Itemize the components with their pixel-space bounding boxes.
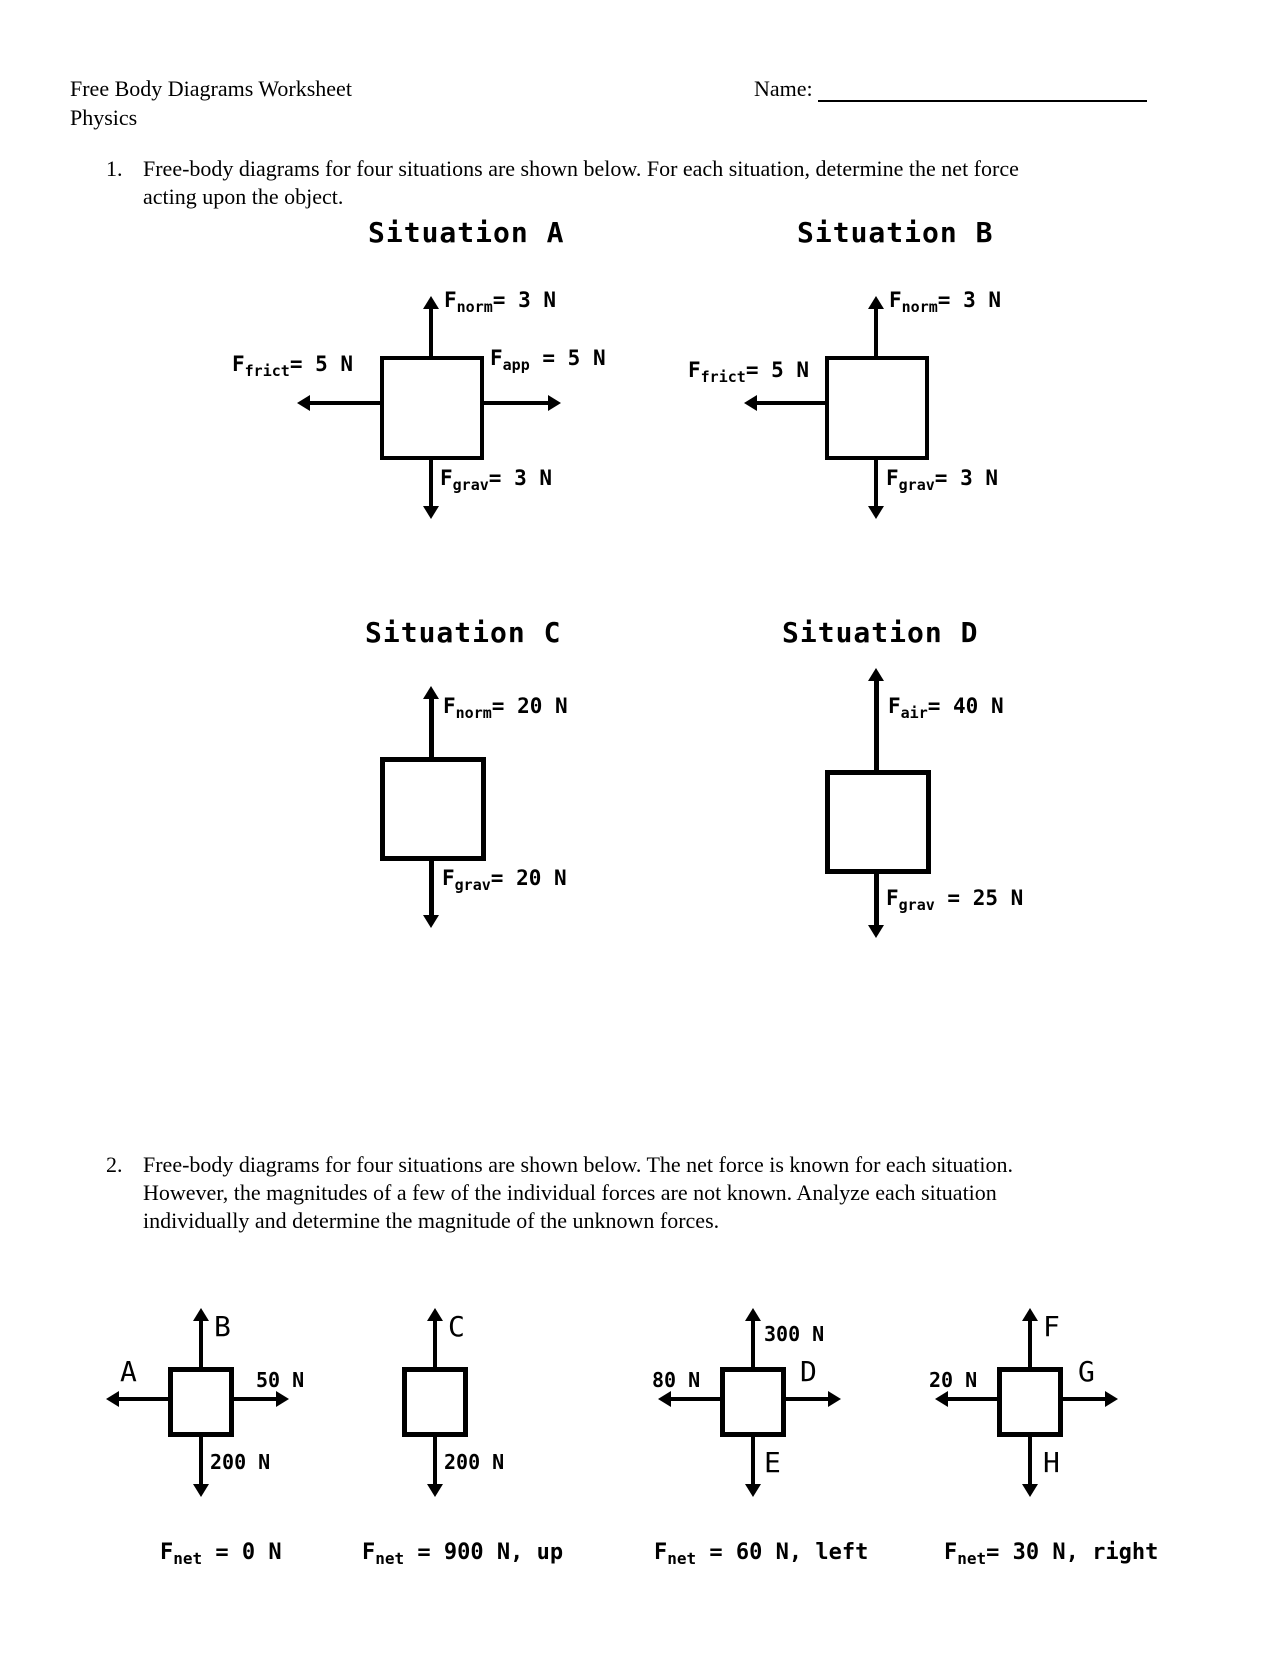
force-subscript: grav [454,875,491,894]
arrow-head [868,506,884,519]
force-value: = 0 N [202,1540,282,1565]
q2-diagram2-fnet-label [362,1540,564,1569]
force-subscript: norm [901,297,938,316]
force-value: = 3 N [492,288,556,312]
situation-a-title: Situation A [368,216,565,249]
situation-a-force-up-label [444,288,556,316]
arrow-head [744,395,757,411]
arrow-shaft [756,401,825,405]
force-value: = 3 N [937,288,1001,312]
force-symbol: F [944,1540,958,1565]
force-value: = 40 N [927,694,1004,718]
q2-diagram4-fnet-label [944,1540,1159,1569]
arrow-shaft [874,460,878,506]
name-blank-line [818,79,1147,102]
situation-d-title: Situation D [782,616,979,649]
q2-diagram1-up-label: B [214,1310,231,1343]
q2-diagram3-right-label: D [800,1355,817,1388]
situation-a-force-down-label [440,466,552,494]
force-subscript: frict [700,367,746,386]
force-subscript: app [502,355,530,374]
force-value: = 5 N [529,346,606,370]
q2-diagram4-down-label: H [1043,1446,1060,1479]
document-subtitle: Physics [70,105,138,130]
arrow-head [423,506,439,519]
arrow-shaft [309,401,380,405]
situation-b-force-down-label [886,466,998,494]
arrow-shaft [874,308,878,356]
arrow-head [297,395,310,411]
force-subscript: net [375,1549,405,1569]
force-symbol: F [654,1540,668,1565]
force-symbol: F [490,346,503,370]
force-symbol: F [443,694,456,718]
arrow-shaft [484,401,548,405]
force-subscript: norm [456,297,493,316]
arrow-head [828,1391,841,1407]
arrow-shaft [1028,1437,1032,1484]
arrow-head [423,915,439,928]
document-title: Free Body Diagrams Worksheet [70,76,352,101]
situation-b-box [825,356,929,460]
force-symbol: F [160,1540,174,1565]
force-value: = 60 N, left [696,1540,869,1565]
situation-d-force-down-label [886,886,1024,914]
force-value: = 20 N [491,694,568,718]
force-symbol: F [362,1540,376,1565]
arrow-shaft [429,460,433,506]
force-value: = 900 N, up [404,1540,564,1565]
q2-diagram1-right-label: 50 N [256,1368,305,1392]
situation-d-force-up-label [888,694,1004,722]
q1-text-line1: Free-body diagrams for four situations are shown below. For each situation, determine the net force [143,156,1019,181]
situation-c-force-down-label [442,866,567,894]
situation-b-force-left-label [688,358,810,386]
arrow-shaft [1028,1320,1032,1367]
arrow-head [1022,1308,1038,1321]
arrow-shaft [234,1397,276,1401]
situation-d-box [825,770,931,874]
q2-diagram4-up-label: F [1043,1310,1060,1343]
situation-c-force-up-label [443,694,568,722]
force-subscript: air [900,703,928,722]
arrow-shaft [199,1437,203,1484]
situation-c-box [380,757,486,861]
q2-diagram3-left-label: 80 N [652,1368,701,1392]
arrow-shaft [786,1397,828,1401]
arrow-shaft [199,1320,203,1367]
force-symbol: F [888,694,901,718]
arrow-head [427,1308,443,1321]
arrow-shaft [946,1397,997,1401]
situation-b-force-up-label [889,288,1001,316]
arrow-shaft [669,1397,720,1401]
q2-diagram2-box [402,1367,468,1437]
force-subscript: grav [452,475,489,494]
force-value: = 5 N [289,352,354,376]
force-symbol: F [886,466,899,490]
arrow-shaft [433,1437,437,1484]
q2-diagram1-left-label: A [120,1355,137,1388]
arrow-head [868,668,884,681]
force-symbol: F [886,886,899,910]
arrow-head [193,1484,209,1497]
q2-diagram1-box [168,1367,234,1437]
arrow-shaft [874,874,879,925]
q2-diagram3-box [720,1367,786,1437]
q1-text-line2: acting upon the object. [143,184,344,209]
q2-diagram2-up-label: C [448,1310,465,1343]
arrow-shaft [429,698,434,757]
arrow-head [935,1391,948,1407]
force-subscript: frict [244,361,290,380]
force-value: = 20 N [490,866,567,890]
force-value: = 3 N [488,466,552,490]
arrow-head [427,1484,443,1497]
force-subscript: grav [898,475,935,494]
q2-diagram3-fnet-label [654,1540,869,1569]
force-value: = 25 N [934,886,1024,910]
force-symbol: F [232,352,245,376]
q2-text-line2: However, the magnitudes of a few of the individual forces are not known. Analyze each situation [143,1180,997,1205]
situation-c-title: Situation C [365,616,562,649]
arrow-shaft [117,1397,168,1401]
situation-b-title: Situation B [797,216,994,249]
arrow-shaft [751,1320,755,1367]
arrow-shaft [429,861,434,915]
q2-text-line3: individually and determine the magnitude of the unknown forces. [143,1208,720,1233]
situation-a-box [380,356,484,460]
q2-diagram1-down-label: 200 N [210,1450,271,1474]
arrow-head [276,1391,289,1407]
arrow-shaft [751,1437,755,1484]
arrow-head [106,1391,119,1407]
force-symbol: F [444,288,457,312]
q1-number: 1. [106,156,123,181]
arrow-shaft [429,308,433,356]
q2-diagram3-up-label: 300 N [764,1322,825,1346]
arrow-head [1105,1391,1118,1407]
arrow-shaft [1063,1397,1105,1401]
arrow-shaft [433,1320,437,1367]
q2-text-line1: Free-body diagrams for four situations are shown below. The net force is known for each situation. [143,1152,1013,1177]
force-value: = 30 N, right [986,1540,1159,1565]
arrow-head [193,1308,209,1321]
force-symbol: F [688,358,701,382]
force-value: = 3 N [934,466,998,490]
force-value: = 5 N [745,358,810,382]
arrow-head [745,1308,761,1321]
arrow-head [548,395,561,411]
force-subscript: net [957,1549,987,1569]
situation-a-force-left-label [232,352,354,380]
q2-number: 2. [106,1152,123,1177]
q2-diagram4-right-label: G [1078,1355,1095,1388]
q2-diagram4-box [997,1367,1063,1437]
arrow-head [423,686,439,699]
arrow-shaft [874,680,879,770]
q2-diagram1-fnet-label [160,1540,282,1569]
force-subscript: net [667,1549,697,1569]
force-symbol: F [889,288,902,312]
arrow-head [658,1391,671,1407]
q2-diagram4-left-label: 20 N [929,1368,978,1392]
situation-a-force-right-label [490,346,606,374]
arrow-head [1022,1484,1038,1497]
name-label: Name: [754,76,813,101]
force-symbol: F [440,466,453,490]
arrow-head [868,925,884,938]
arrow-head [745,1484,761,1497]
arrow-head [423,296,439,309]
force-subscript: net [173,1549,203,1569]
q2-diagram3-down-label: E [764,1446,781,1479]
arrow-head [868,296,884,309]
q2-diagram2-down-label: 200 N [444,1450,505,1474]
force-subscript: grav [898,895,935,914]
force-symbol: F [442,866,455,890]
force-subscript: norm [455,703,492,722]
